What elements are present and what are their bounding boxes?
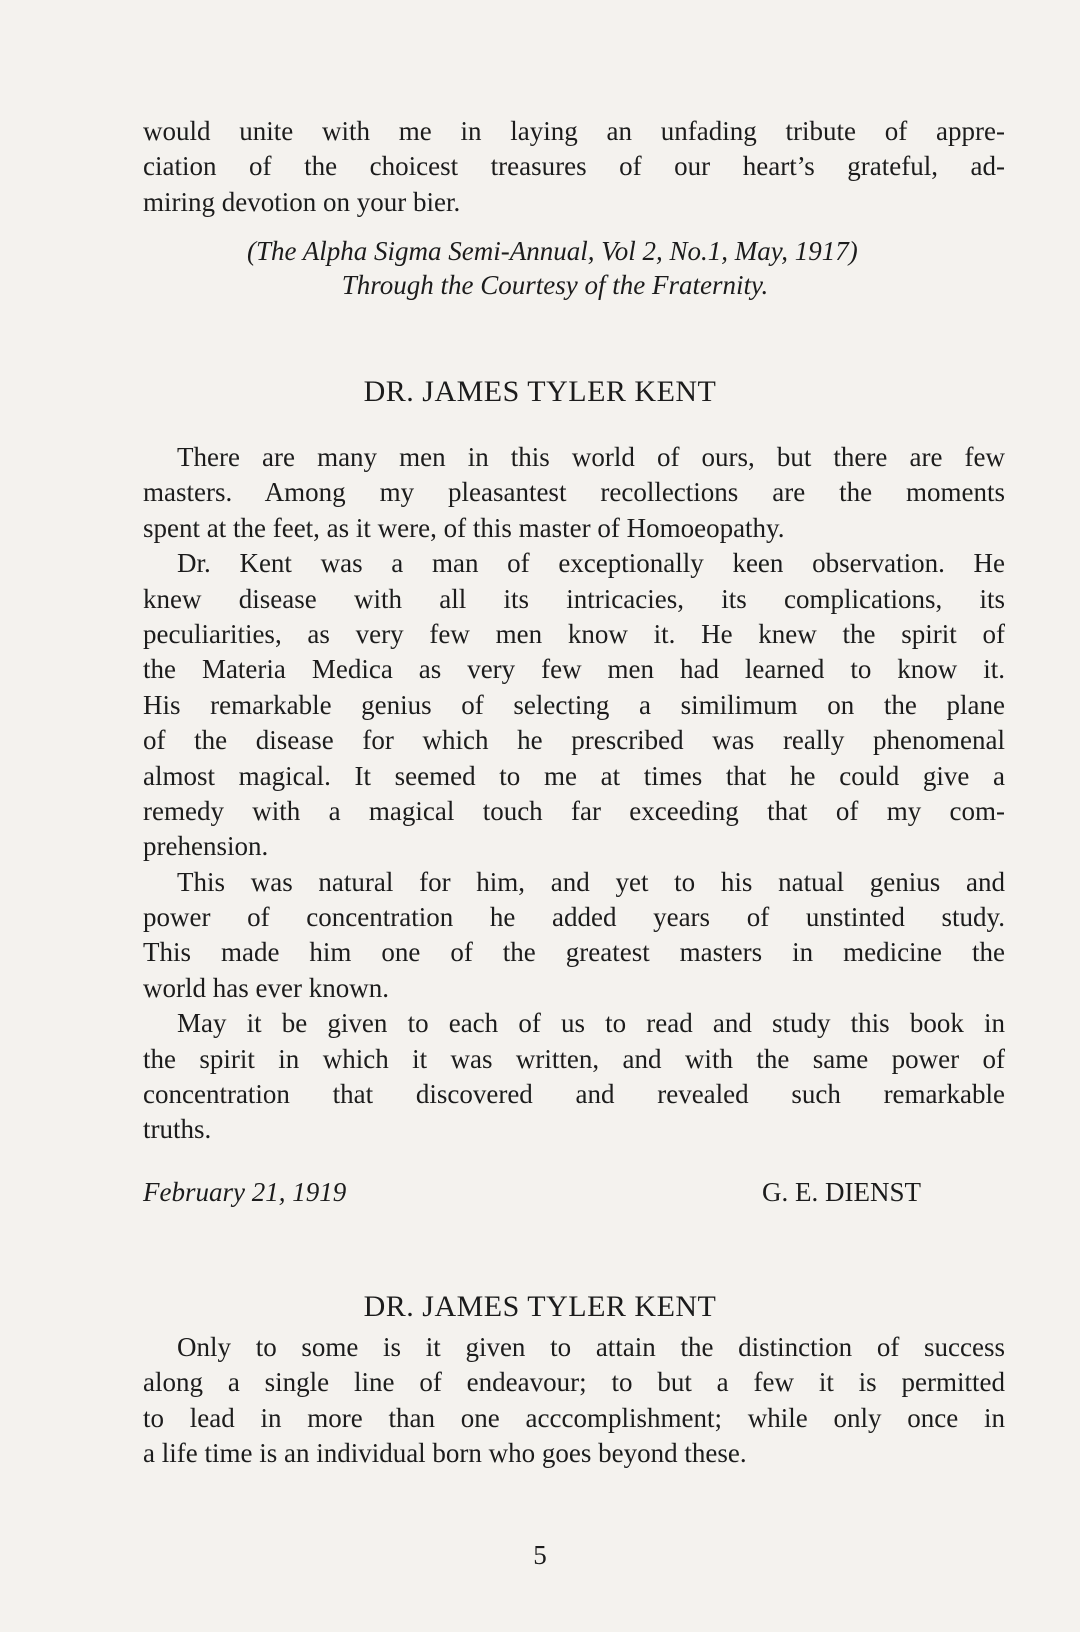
text-line: peculiarities, as very few men know it. He knew the spirit of (143, 618, 1005, 649)
text-line: would unite with me in laying an unfading tribute of appre- (143, 116, 1005, 146)
text-line: spent at the feet, as it were, of this master of Homoeopathy. (143, 512, 785, 543)
second-tribute-body (143, 1330, 1005, 1472)
text-line: ciation of the choicest treasures of our heart’s grateful, ad- (143, 151, 1005, 182)
text-line: truths. (143, 1114, 212, 1145)
text-line: along a single line of endeavour; to but a few it is permitted (143, 1367, 1005, 1398)
text-line: knew disease with all its intricacies, its complications, its (143, 583, 1005, 614)
text-line: This was natural for him, and yet to his natual genius and (177, 866, 1005, 897)
text-line: power of concentration he added years of unstinted study. (143, 902, 1005, 933)
text-line: Dr. Kent was a man of exceptionally keen observation. He (177, 548, 1005, 579)
closing-paragraph (143, 114, 1005, 220)
signature-author: G. E. DIENST (762, 1177, 921, 1207)
text-line: remedy with a magical touch far exceeding that of my com- (143, 795, 1005, 826)
page-number: 5 (533, 1540, 547, 1570)
section-heading: DR. JAMES TYLER KENT (363, 375, 717, 408)
section-heading: DR. JAMES TYLER KENT (363, 1290, 717, 1323)
text-line: His remarkable genius of selecting a similimum on the plane (143, 689, 1005, 720)
citation-courtesy: Through the Courtesy of the Fraternity. (341, 270, 769, 300)
signature-date: February 21, 1919 (143, 1177, 347, 1207)
text-line: the spirit in which it was written, and with the same power of (143, 1043, 1005, 1074)
text-line: of the disease for which he prescribed was really phenomenal (143, 725, 1005, 756)
text-line: masters. Among my pleasantest recollections are the moments (143, 477, 1005, 508)
signature-line (143, 1175, 1005, 1210)
text-line: Only to some is it given to attain the distinction of success (177, 1332, 1005, 1362)
text-line: May it be given to each of us to read and study this book in (177, 1008, 1005, 1039)
text-line: almost magical. It seemed to me at times that he could give a (143, 760, 1005, 791)
text-line: There are many men in this world of ours, but there are few (177, 442, 1005, 472)
text-line: prehension. (143, 831, 269, 862)
text-line: the Materia Medica as very few men had learned to know it. (143, 654, 1005, 685)
text-line: to lead in more than one acccomplishment; while only once in (143, 1402, 1005, 1433)
text-line: This made him one of the greatest masters in medicine the (143, 937, 1005, 968)
text-line: a life time is an individual born who goes beyond these. (143, 1438, 747, 1469)
citation-source: (The Alpha Sigma Semi-Annual, Vol 2, No.1, May, 1917) (247, 236, 858, 266)
tribute-body (143, 440, 1005, 1148)
text-line: world has ever known. (143, 972, 389, 1003)
text-line: concentration that discovered and revealed such remarkable (143, 1079, 1005, 1110)
text-line: miring devotion on your bier. (143, 186, 461, 217)
